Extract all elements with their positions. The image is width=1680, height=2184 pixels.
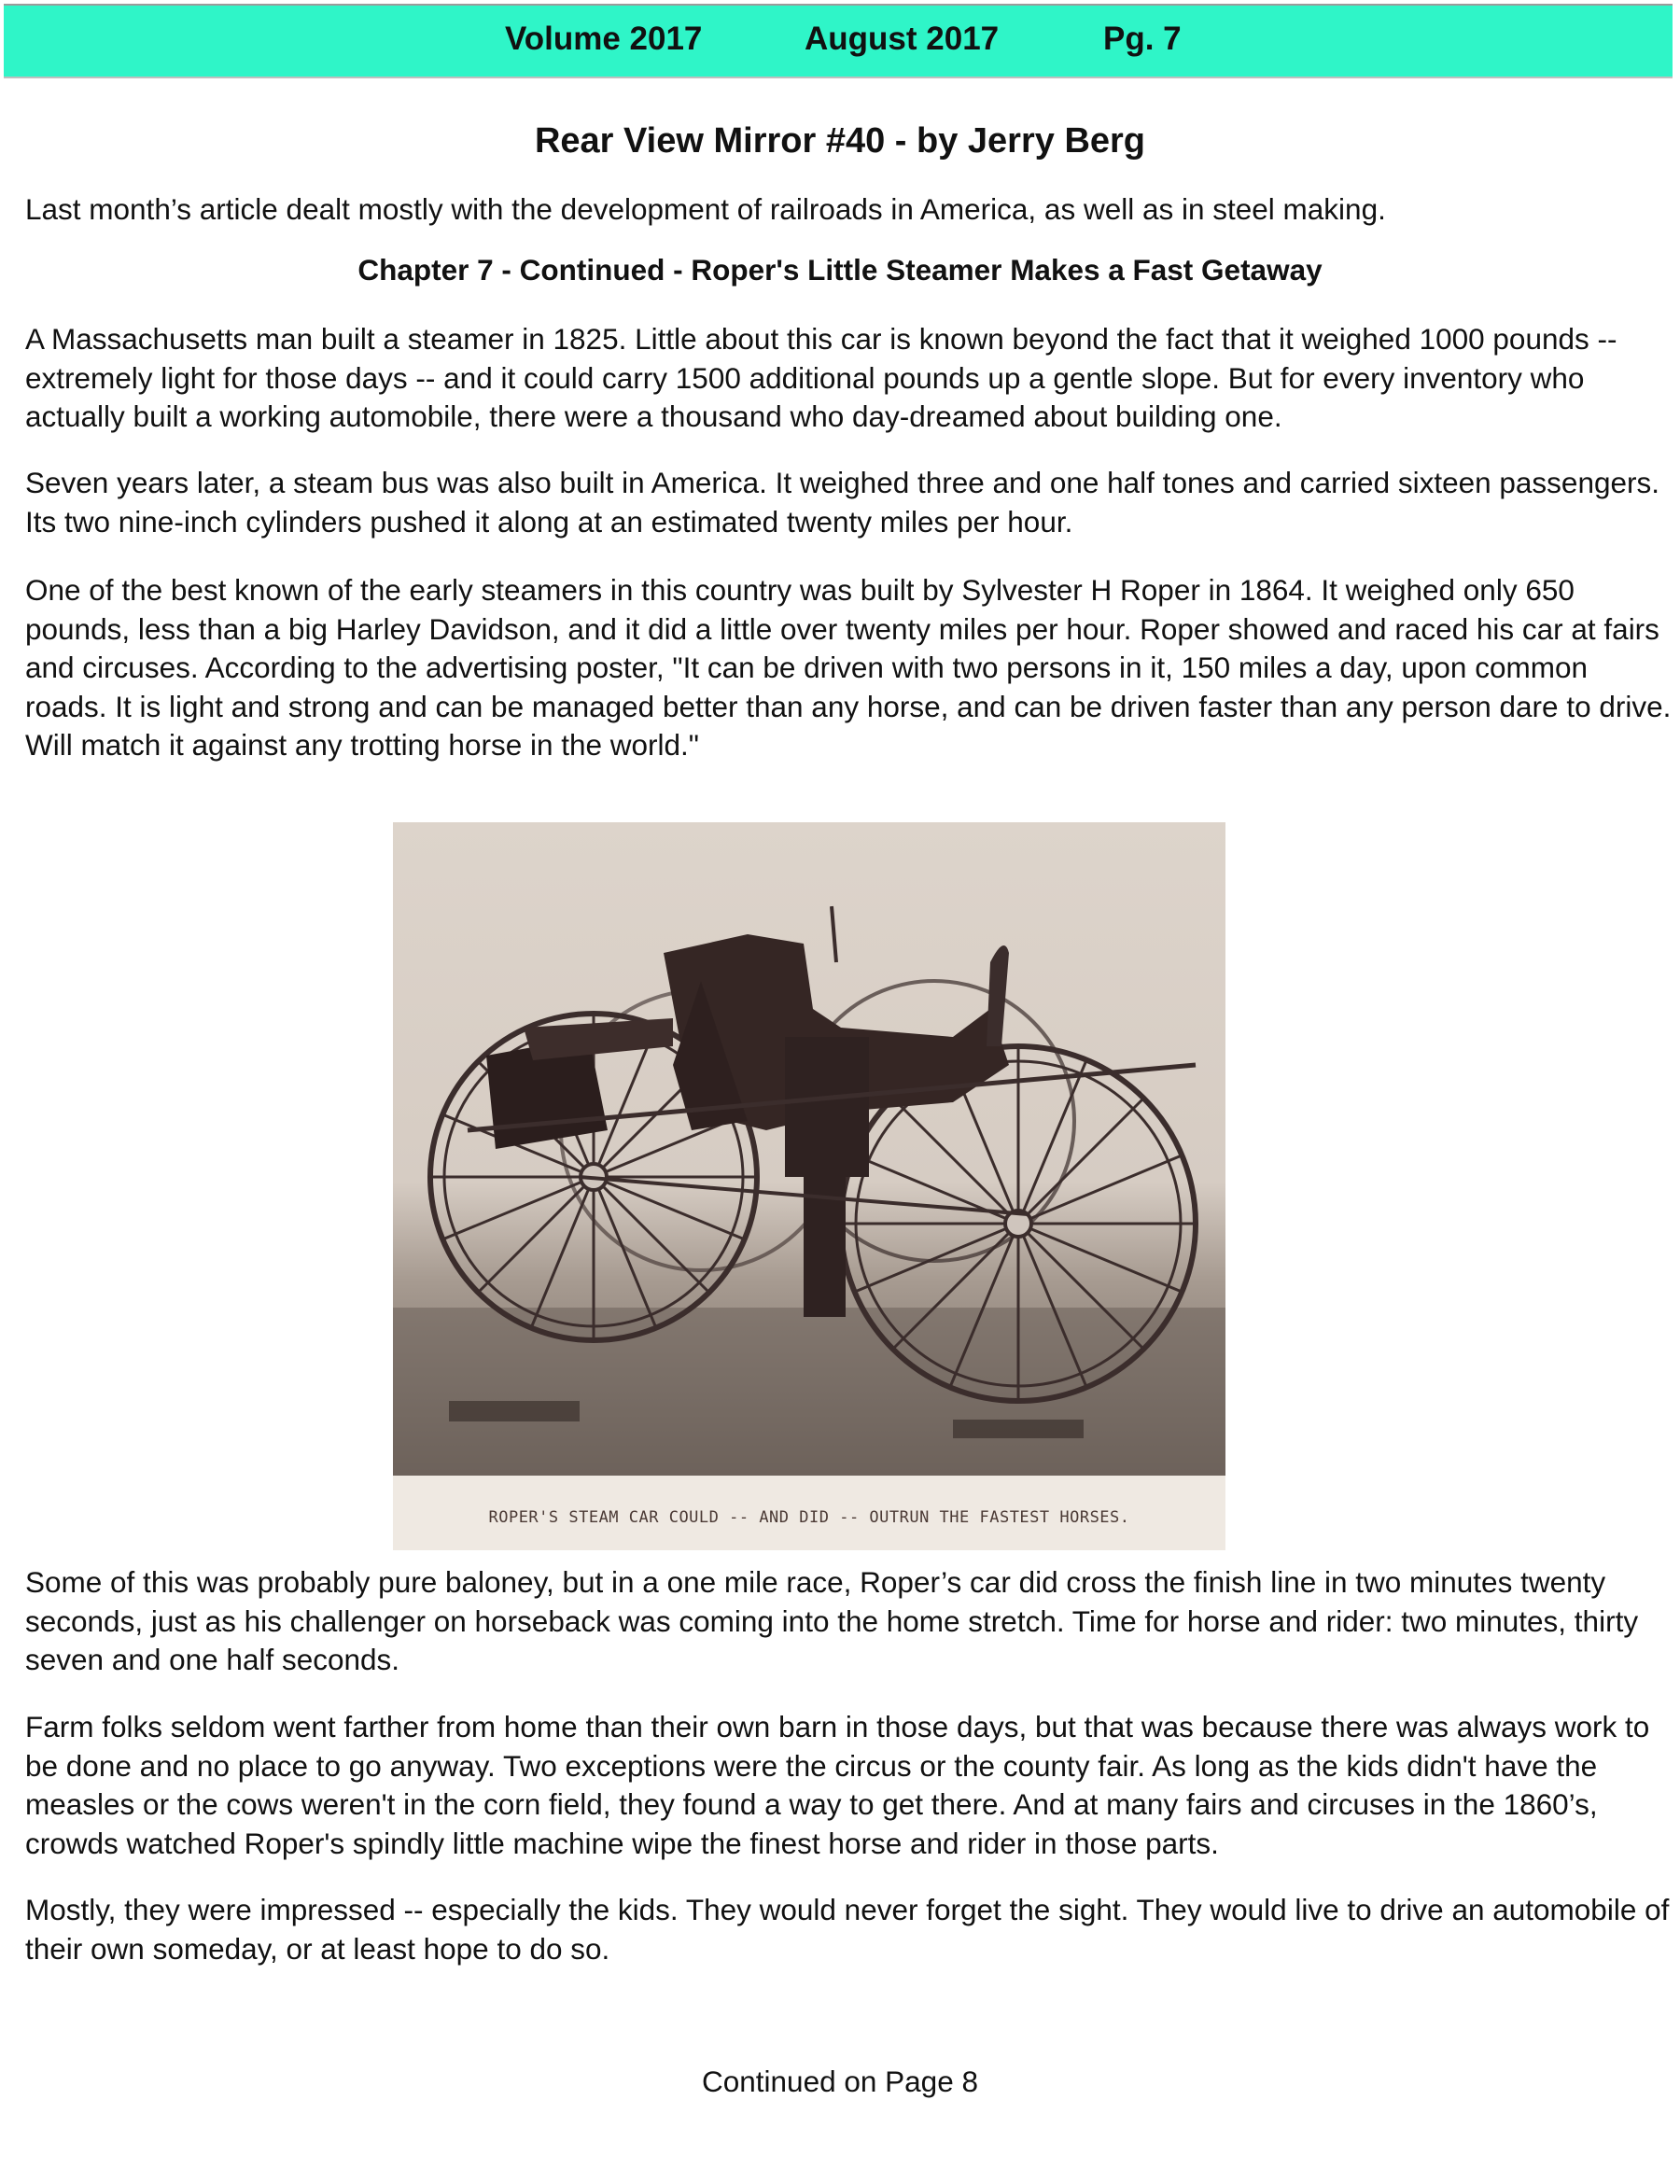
body-paragraph-3: One of the best known of the early steamers in this country was built by Sylvester H Roper in 1864. It weighed only 650 pounds, less than a big Harley Davidson, and it did a little over twenty miles per hour. Roper showed and raced his car at fairs and circuses. According to the advertising poster, "It can be driven with two persons in it, 150 miles a day, upon common roads. It is light and strong and can be managed better than any horse, and can be driven faster than any person dare to drive. Will match it against any trotting horse in the world." xyxy=(25,573,1672,762)
newsletter-header-band xyxy=(4,4,1673,78)
body-paragraph-4: Some of this was probably pure baloney, but in a one mile race, Roper’s car did cross the finish line in two minutes twenty seconds, just as his challenger on horseback was coming into the home stretch. Time for horse and rider: two minutes, thirty seven and one half seconds. xyxy=(25,1565,1639,1676)
body-paragraph-2: Seven years later, a steam bus was also built in America. It weighed three and one half tones and carried sixteen passengers. Its two nine-inch cylinders pushed it along at an estimated twenty miles per hour. xyxy=(25,466,1660,539)
steam-car-illustration xyxy=(393,822,1225,1476)
page-number: Pg. 7 xyxy=(1103,21,1182,57)
body-paragraph-1: A Massachusetts man built a steamer in 1825. Little about this car is known beyond the fact that it weighed 1000 pounds -- extremely light for those days -- and it could carry 1500 additional pounds up a gentle slope. But for every inventory who actually built a working automobile, there were a thousand who day-dreamed about building one. xyxy=(25,322,1617,433)
photo-caption: ROPER'S STEAM CAR COULD -- AND DID -- OUTRUN THE FASTEST HORSES. xyxy=(488,1508,1130,1527)
article-title: Rear View Mirror #40 - by Jerry Berg xyxy=(534,121,1146,161)
continued-note: Continued on Page 8 xyxy=(702,2065,978,2098)
steam-car-photo xyxy=(393,822,1225,1476)
steam-car-figure xyxy=(393,822,1225,1550)
chapter-heading: Chapter 7 - Continued - Roper's Little Steamer Makes a Fast Getaway xyxy=(357,253,1323,287)
intro-paragraph: Last month’s article dealt mostly with the development of railroads in America, as well as in steel making. xyxy=(25,192,1386,226)
issue-date: August 2017 xyxy=(805,21,1000,57)
volume-label: Volume 2017 xyxy=(505,21,703,57)
body-paragraph-6: Mostly, they were impressed -- especially the kids. They would never forget the sight. They would live to drive an automobile of their own someday, or at least hope to do so. xyxy=(25,1893,1670,1966)
body-paragraph-5: Farm folks seldom went farther from home than their own barn in those days, but that was because there was always work to be done and no place to go anyway. Two exceptions were the circus or the county fair. As long as the kids didn't have the measles or the cows weren't in the corn field, they found a way to get there. And at many fairs and circuses in the 1860’s, crowds watched Roper's spindly little machine wipe the finest horse and rider in those parts. xyxy=(25,1710,1650,1860)
